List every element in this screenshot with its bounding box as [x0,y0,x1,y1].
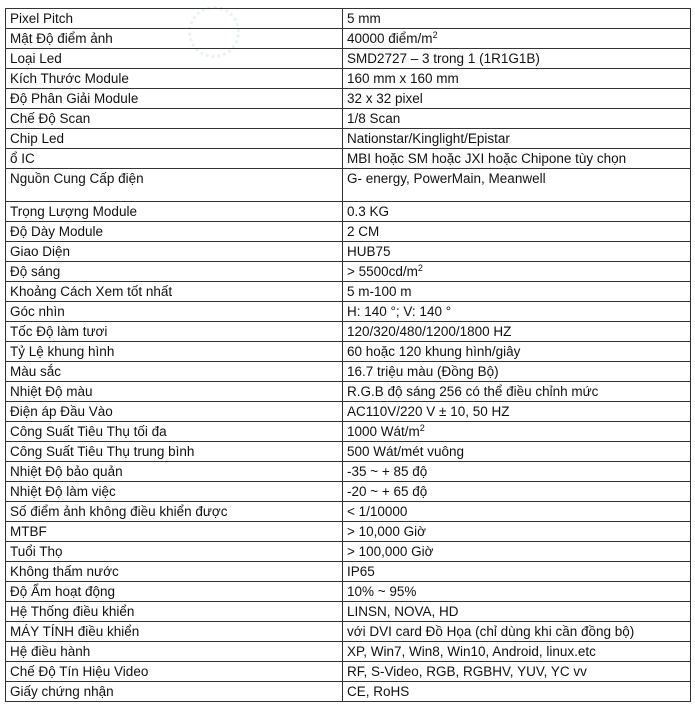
spec-value-text: LINSN, NOVA, HD [347,604,459,619]
spec-row [6,422,691,442]
spec-label: ổ IC [6,149,343,169]
spec-label: Công Suất Tiêu Thụ tối đa [6,422,343,442]
spec-row [6,222,691,242]
spec-label: Tỷ Lệ khung hình [6,342,343,362]
spec-value [343,422,691,442]
spec-value-text: 2 CM [347,224,380,239]
spec-value-text: 0.3 KG [347,204,390,219]
spec-value-text: SMD2727 – 3 trong 1 (1R1G1B) [347,51,540,66]
spec-row [6,282,691,302]
spec-row [6,9,691,29]
spec-label: Chip Led [6,129,343,149]
spec-label: Loại Led [6,49,343,69]
spec-value [343,482,691,502]
spec-row [6,169,691,202]
spec-label: Màu sắc [6,362,343,382]
spec-value-text: Nationstar/Kinglight/Epistar [347,131,510,146]
spec-row [6,29,691,49]
spec-value [343,109,691,129]
spec-row [6,482,691,502]
spec-label: Chế Độ Scan [6,109,343,129]
spec-row [6,202,691,222]
spec-label: Số điểm ảnh không điều khiển được [6,502,343,522]
spec-label: Độ Phân Giải Module [6,89,343,109]
spec-value-text: HUB75 [347,244,391,259]
spec-row [6,342,691,362]
spec-label: MTBF [6,522,343,542]
spec-label: Pixel Pitch [6,9,343,29]
spec-value-text: 1000 Wát/m [347,424,420,439]
spec-label: Độ Dày Module [6,222,343,242]
spec-value [343,622,691,642]
spec-value [343,222,691,242]
spec-row [6,322,691,342]
spec-value [343,582,691,602]
spec-label: Nhiệt Độ bảo quản [6,462,343,482]
spec-value-text: XP, Win7, Win8, Win10, Android, linux.etc [347,644,596,659]
spec-value-text: 5 m-100 m [347,284,412,299]
spec-row [6,402,691,422]
spec-value [343,322,691,342]
spec-row [6,642,691,662]
spec-label: Trọng Lượng Module [6,202,343,222]
spec-value [343,442,691,462]
spec-label: Không thấm nước [6,562,343,582]
spec-label: Nhiệt Độ màu [6,382,343,402]
spec-row [6,242,691,262]
spec-value [343,169,691,202]
spec-value-text: MBI hoặc SM hoặc JXI hoặc Chipone tùy chọn [347,151,627,166]
spec-value-text: < 1/10000 [347,504,408,519]
spec-label: Tuổi Thọ [6,542,343,562]
spec-value-text: -20 ~ + 65 độ [347,484,428,499]
spec-value-text: 16.7 triệu màu (Đồng Bộ) [347,364,499,379]
spec-value [343,382,691,402]
spec-value [343,342,691,362]
spec-value-text: AC110V/220 V ± 10, 50 HZ [347,404,510,419]
spec-label: Khoảng Cách Xem tốt nhất [6,282,343,302]
spec-value-text: 120/320/480/1200/1800 HZ [347,324,512,339]
spec-value [343,662,691,682]
spec-row [6,582,691,602]
spec-value [343,602,691,622]
spec-row [6,562,691,582]
spec-label: Giấy chứng nhận [6,682,343,702]
spec-value-text: IP65 [347,564,375,579]
spec-row [6,662,691,682]
spec-value [343,262,691,282]
spec-value-text: CE, RoHS [347,684,410,699]
spec-label: Kích Thước Module [6,69,343,89]
spec-value-text: R.G.B độ sáng 256 có thể điều chỉnh mức [347,384,599,399]
spec-value-text: 160 mm x 160 mm [347,71,459,86]
spec-value [343,542,691,562]
spec-row [6,382,691,402]
spec-value-text: -35 ~ + 85 độ [347,464,428,479]
spec-value [343,69,691,89]
spec-label: Nguồn Cung Cấp điện [6,169,343,202]
spec-value-text: 40000 điểm/m [347,31,433,46]
spec-value [343,522,691,542]
spec-value [343,682,691,702]
spec-row [6,622,691,642]
spec-value-text: 60 hoặc 120 khung hình/giây [347,344,521,359]
spec-value [343,9,691,29]
spec-label: Chế Độ Tín Hiệu Video [6,662,343,682]
spec-value-text: H: 140 °; V: 140 ° [347,304,452,319]
spec-table-body [6,9,691,702]
spec-row [6,49,691,69]
spec-label: Điện áp Đầu Vào [6,402,343,422]
spec-label: MÁY TÍNH điều khiển [6,622,343,642]
spec-value-text: G- energy, PowerMain, Meanwell [347,171,546,186]
spec-label: Hệ Thống điều khiển [6,602,343,622]
spec-value [343,562,691,582]
spec-value [343,242,691,262]
spec-value [343,362,691,382]
spec-value [343,29,691,49]
spec-row [6,502,691,522]
spec-value [343,49,691,69]
spec-table [5,8,691,702]
spec-value [343,402,691,422]
spec-value [343,502,691,522]
spec-label: Góc nhìn [6,302,343,322]
spec-row [6,542,691,562]
spec-label: Độ sáng [6,262,343,282]
spec-table-container [5,8,691,702]
spec-value-text: 5 mm [347,11,381,26]
spec-label: Nhiệt Độ làm việc [6,482,343,502]
spec-value [343,462,691,482]
spec-row [6,522,691,542]
spec-value-text: 32 x 32 pixel [347,91,423,106]
spec-value [343,302,691,322]
spec-value-superscript: 2 [417,263,423,273]
spec-value-text: > 10,000 Giờ [347,524,427,539]
spec-row [6,602,691,622]
spec-value-superscript: 2 [419,423,425,433]
spec-label: Tốc Độ làm tươi [6,322,343,342]
spec-label: Hệ điều hành [6,642,343,662]
spec-row [6,149,691,169]
spec-row [6,129,691,149]
spec-value [343,89,691,109]
spec-row [6,69,691,89]
spec-value-text: RF, S-Video, RGB, RGBHV, YUV, YC vv [347,664,587,679]
spec-label: Công Suất Tiêu Thụ trung bình [6,442,343,462]
spec-value [343,202,691,222]
spec-row [6,362,691,382]
spec-value [343,129,691,149]
spec-value [343,149,691,169]
spec-label: Độ Ẩm hoạt động [6,582,343,602]
spec-value-text: > 100,000 Giờ [347,544,434,559]
spec-label: Mật Độ điểm ảnh [6,29,343,49]
spec-row [6,442,691,462]
spec-value-text: với DVI card Đồ Họa (chỉ dùng khi cần đồng bộ) [347,624,635,639]
spec-value-text: 10% ~ 95% [347,584,417,599]
spec-row [6,262,691,282]
spec-value-superscript: 2 [432,30,438,40]
spec-value [343,642,691,662]
spec-row [6,682,691,702]
spec-row [6,109,691,129]
spec-row [6,462,691,482]
spec-value [343,282,691,302]
spec-value-text: > 5500cd/m [347,264,418,279]
spec-row [6,302,691,322]
spec-row [6,89,691,109]
spec-label: Giao Diện [6,242,343,262]
spec-value-text: 500 Wát/mét vuông [347,444,465,459]
spec-value-text: 1/8 Scan [347,111,401,126]
